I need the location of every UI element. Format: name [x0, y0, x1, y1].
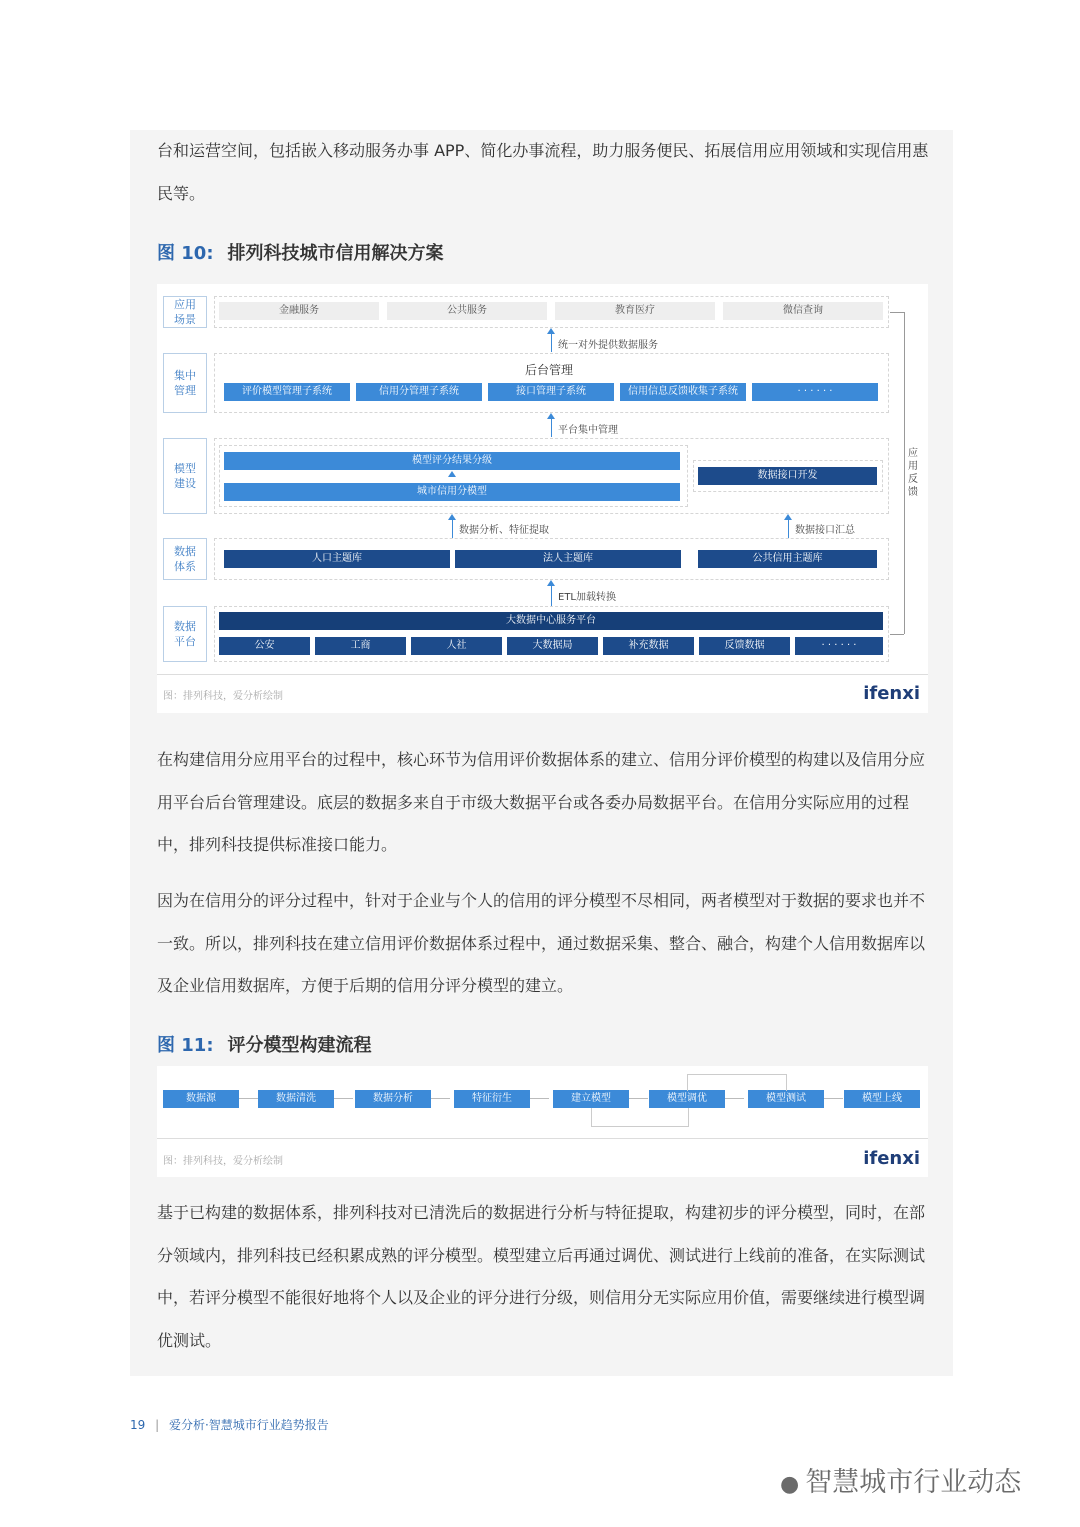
step-model-tuning: 模型调优: [649, 1090, 725, 1108]
feedback-line-top: [890, 312, 904, 313]
source-supplementary: 补充数据: [603, 637, 694, 655]
paragraph-core: 在构建信用分应用平台的过程中，核心环节为信用评价数据体系的建立、信用分评价模型的构建以及信用分应用平台后台管理建设。底层的数据多来自于市级大数据平台或各委办局数据平台。在信用分实际应用的过程中，排列科技提供标准接口能力。: [157, 750, 926, 854]
model-city-credit: 城市信用分模型: [224, 483, 680, 501]
paragraph-process: 基于已构建的数据体系，排列科技对已清洗后的数据进行分析与特征提取，构建初步的评分模型，同时，在部分领域内，排列科技已经积累成熟的评分模型。模型建立后再通过调优、测试进行上线前的准备，在实际测试中，若评分模型不能很好地将个人以及企业的评分进行分级，则信用分无实际应用价值，需要继续进行模型调优测试。: [157, 1203, 926, 1350]
figure-11-title: [157, 1031, 372, 1057]
figure-11-title-text: 评分模型构建流程: [227, 1035, 372, 1056]
side-label-manage: 集中 管理: [163, 353, 207, 413]
source-more: · · · · · ·: [795, 637, 883, 655]
arrow-line: [551, 334, 552, 352]
app-wechat: 微信查询: [723, 302, 883, 320]
label-etl: ETL加载转换: [558, 592, 616, 603]
backend-title: 后台管理: [525, 363, 574, 377]
figure-10-title-text: 排列科技城市信用解决方案: [227, 243, 444, 264]
watermark: [780, 1460, 1021, 1499]
watermark-text: 智慧城市行业动态: [805, 1467, 1022, 1498]
page-footer: [130, 1416, 329, 1433]
loop-build-tuning: [591, 1108, 689, 1127]
source-hr: 人社: [411, 637, 502, 655]
paragraph-models: 因为在信用分的评分过程中，针对于企业与个人的信用的评分模型不尽相同，两者模型对于数据的要求也并不一致。所以，排列科技在建立信用评价数据体系过程中，通过数据采集、整合、融合，构建个人信用数据库以及企业信用数据库，方便于后期的信用分评分模型的建立。: [157, 891, 926, 995]
figure-10-diagram: [157, 284, 928, 713]
wechat-icon: ●: [780, 1472, 800, 1497]
db-population: 人口主题库: [224, 550, 450, 568]
backend-interface-mgmt: 接口管理子系统: [488, 383, 614, 401]
source-police: 公安: [219, 637, 310, 655]
source-feedback: 反馈数据: [699, 637, 790, 655]
step-build-model: 建立模型: [553, 1090, 629, 1108]
source-commerce: 工商: [315, 637, 406, 655]
label-central-management: 平台集中管理: [558, 425, 618, 436]
flow-arrow: [334, 1098, 353, 1099]
app-public: 公共服务: [387, 302, 547, 320]
step-model-launch: 模型上线: [844, 1090, 920, 1108]
flow-arrow: [431, 1098, 450, 1099]
db-public-credit: 公共信用主题库: [698, 550, 877, 568]
figure-11-source: 图：排列科技，爱分析绘制: [163, 1156, 283, 1167]
app-finance: 金融服务: [219, 302, 379, 320]
figure-10-source: 图：排列科技，爱分析绘制: [163, 691, 283, 702]
loop-tuning-testing: [687, 1074, 787, 1091]
arrow-up-icon: [448, 471, 456, 477]
flow-arrow: [824, 1098, 843, 1099]
side-label-data-platform: 数据 平台: [163, 606, 207, 662]
bigdata-center: 大数据中心服务平台: [219, 612, 883, 630]
flow-arrow: [530, 1098, 549, 1099]
footer-title: 爱分析·智慧城市行业趋势报告: [168, 1418, 329, 1432]
arrow-line: [551, 419, 552, 437]
label-interface-summary: 数据接口汇总: [795, 525, 855, 536]
label-unified-service: 统一对外提供数据服务: [558, 340, 658, 351]
label-analysis: 数据分析、特征提取: [459, 525, 549, 536]
db-legal-person: 法人主题库: [455, 550, 681, 568]
figure-10-number: 图 10:: [157, 243, 214, 264]
backend-feedback: 信用信息反馈收集子系统: [620, 383, 746, 401]
interface-dev: 数据接口开发: [698, 467, 877, 485]
footer-divider: |: [155, 1418, 160, 1432]
page-number: 19: [130, 1418, 146, 1432]
step-data-cleaning: 数据清洗: [258, 1090, 334, 1108]
ifenxi-logo: ifenxi: [863, 1148, 920, 1169]
figure-10-title: [157, 239, 444, 265]
flow-arrow: [629, 1098, 648, 1099]
backend-model-mgmt: 评价模型管理子系统: [224, 383, 350, 401]
backend-more: · · · · · ·: [752, 383, 878, 401]
step-data-source: 数据源: [163, 1090, 239, 1108]
figure-11-number: 图 11:: [157, 1035, 214, 1056]
paragraph-intro: 台和运营空间，包括嵌入移动服务办事 APP、简化办事流程，助力服务便民、拓展信用应用领域和实现信用惠民等。: [157, 141, 929, 203]
figure-separator: [157, 1138, 928, 1139]
arrow-line: [788, 520, 789, 538]
app-education: 教育医疗: [555, 302, 715, 320]
flow-arrow: [725, 1098, 744, 1099]
source-bigdata-bureau: 大数据局: [507, 637, 598, 655]
step-feature-derivation: 特征衍生: [454, 1090, 530, 1108]
side-label-app: 应用 场景: [163, 296, 207, 328]
feedback-line-bottom: [890, 634, 904, 635]
figure-separator: [157, 674, 928, 675]
side-label-model: 模型 建设: [163, 438, 207, 514]
label-app-feedback: 应 用 反 馈: [908, 448, 918, 498]
figure-11-flow: [157, 1066, 928, 1177]
step-model-testing: 模型测试: [748, 1090, 824, 1108]
arrow-line: [452, 520, 453, 538]
backend-score-mgmt: 信用分管理子系统: [356, 383, 482, 401]
step-data-analysis: 数据分析: [355, 1090, 431, 1108]
side-label-data-system: 数据 体系: [163, 538, 207, 580]
flow-arrow: [239, 1098, 258, 1099]
arrow-line: [551, 586, 552, 606]
model-score-grading: 模型评分结果分级: [224, 452, 680, 470]
feedback-line-vertical: [904, 312, 905, 634]
ifenxi-logo: ifenxi: [863, 683, 920, 704]
